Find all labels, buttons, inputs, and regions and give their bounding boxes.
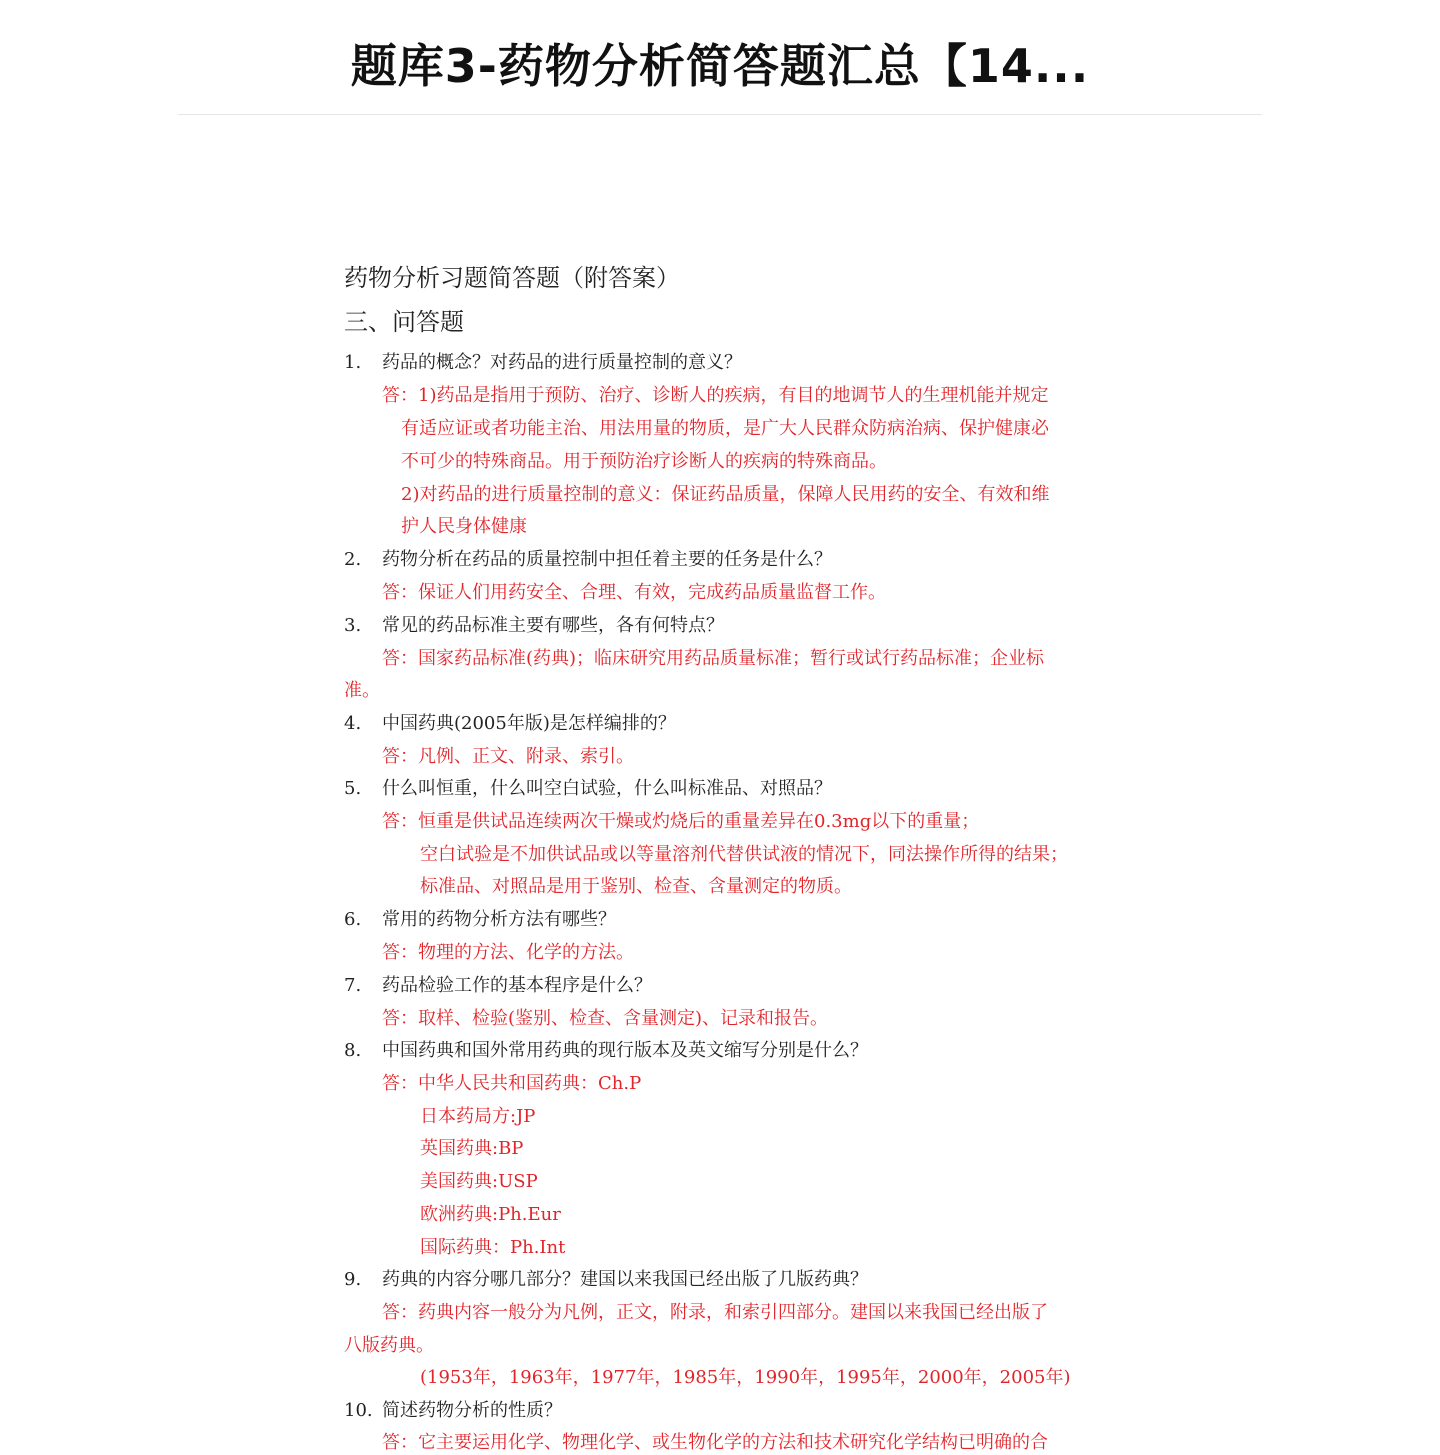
question-text: 药物分析在药品的质量控制中担任着主要的任务是什么？ [382, 549, 832, 570]
question-1 [344, 351, 742, 375]
answer-line: 不可少的特殊商品。用于预防治疗诊断人的疾病的特殊商品。 [401, 451, 887, 472]
answer-line: 准。 [344, 680, 380, 701]
answer-line: 答：物理的方法、化学的方法。 [382, 942, 634, 963]
question-9 [344, 1268, 868, 1292]
document-page [344, 0, 1104, 1453]
answer-line: 日本药局方:JP [420, 1106, 536, 1127]
answer-line: 答：它主要运用化学、物理化学、或生物化学的方法和技术研究化学结构已明确的合 [382, 1432, 1048, 1453]
answer-line: 答：1)药品是指用于预防、治疗、诊断人的疾病，有目的地调节人的生理机能并规定 [382, 385, 1049, 406]
question-7 [344, 974, 652, 998]
answer-line: 标准品、对照品是用于鉴别、检查、含量测定的物质。 [420, 876, 852, 897]
question-text: 中国药典和国外常用药典的现行版本及英文缩写分别是什么？ [382, 1040, 868, 1061]
answer-line: 答：取样、检验(鉴别、检查、含量测定)、记录和报告。 [382, 1008, 829, 1029]
question-text: 简述药物分析的性质？ [382, 1400, 562, 1421]
question-number: 6. [344, 909, 362, 930]
answer-line: 答：国家药品标准(药典)；临床研究用药品质量标准；暂行或试行药品标准；企业标 [382, 648, 1045, 669]
question-number: 7. [344, 975, 362, 996]
answer-line: 国际药典：Ph.Int [420, 1237, 566, 1258]
question-text: 药品检验工作的基本程序是什么？ [382, 975, 652, 996]
question-3 [344, 614, 724, 638]
question-text: 中国药典(2005年版)是怎样编排的？ [382, 713, 676, 734]
answer-line: 空白试验是不加供试品或以等量溶剂代替供试液的情况下，同法操作所得的结果； [420, 844, 1068, 865]
answer-line: 答：恒重是供试品连续两次干燥或灼烧后的重量差异在0.3mg以下的重量； [382, 811, 980, 832]
answer-line: 答：药典内容一般分为凡例，正文，附录，和索引四部分。建国以来我国已经出版了 [382, 1302, 1048, 1323]
answer-line: 欧洲药典:Ph.Eur [420, 1204, 561, 1225]
answer-line: 2)对药品的进行质量控制的意义：保证药品质量，保障人民用药的安全、有效和维 [401, 484, 1050, 505]
answer-line: 英国药典:BP [420, 1138, 524, 1159]
question-text: 什么叫恒重，什么叫空白试验，什么叫标准品、对照品？ [382, 778, 832, 799]
question-number: 5. [344, 778, 362, 799]
question-number: 2. [344, 549, 362, 570]
question-4 [344, 712, 676, 736]
question-text: 药典的内容分哪几部分？建国以来我国已经出版了几版药典？ [382, 1269, 868, 1290]
answer-line: 答：中华人民共和国药典：Ch.P [382, 1073, 642, 1094]
answer-line: (1953年，1963年，1977年，1985年，1990年，1995年，2000年，2005年) [420, 1367, 1071, 1388]
answer-line: 答：凡例、正文、附录、索引。 [382, 746, 634, 767]
question-text: 常用的药物分析方法有哪些？ [382, 909, 616, 930]
question-number: 10. [344, 1400, 373, 1421]
question-5 [344, 777, 832, 801]
answer-line: 八版药典。 [344, 1335, 434, 1356]
question-8 [344, 1039, 868, 1063]
question-6 [344, 908, 616, 932]
question-number: 9. [344, 1269, 362, 1290]
question-text: 药品的概念？对药品的进行质量控制的意义？ [382, 352, 742, 373]
question-number: 8. [344, 1040, 362, 1061]
question-text: 常见的药品标准主要有哪些，各有何特点？ [382, 615, 724, 636]
page-title: 题库3-药物分析简答题汇总【14... [350, 39, 1090, 93]
answer-line: 美国药典:USP [420, 1171, 538, 1192]
section-heading: 三、问答题 [344, 308, 464, 336]
question-number: 1. [344, 352, 362, 373]
answer-line: 有适应证或者功能主治、用法用量的物质，是广大人民群众防病治病、保护健康必 [401, 418, 1049, 439]
question-number: 4. [344, 713, 362, 734]
question-number: 3. [344, 615, 362, 636]
question-2 [344, 548, 832, 572]
question-10 [344, 1399, 562, 1423]
answer-line: 护人民身体健康 [401, 516, 527, 537]
document-title: 药物分析习题简答题（附答案） [344, 264, 680, 292]
answer-line: 答：保证人们用药安全、合理、有效，完成药品质量监督工作。 [382, 582, 886, 603]
